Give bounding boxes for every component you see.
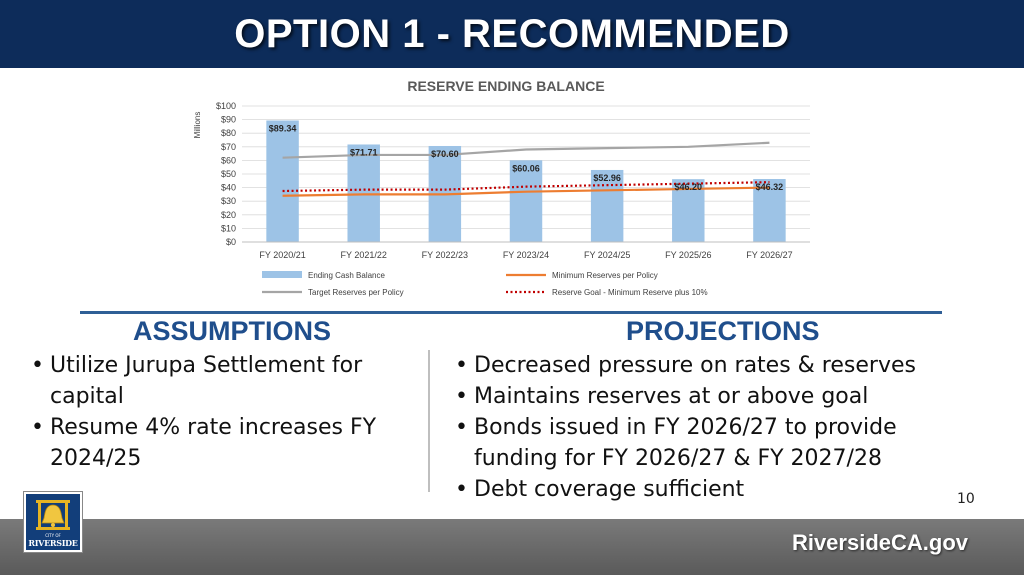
assumption-item: • Resume 4% rate increases FY 2024/25	[28, 412, 423, 474]
y-tick-label: $80	[220, 128, 236, 139]
data-label: $46.32	[755, 182, 784, 193]
y-tick-label: $50	[220, 169, 236, 179]
x-tick-label: FY 2024/25	[583, 250, 631, 260]
chart-title: RESERVE ENDING BALANCE	[407, 78, 605, 94]
y-tick-label: $90	[220, 114, 236, 125]
x-tick-label: FY 2023/24	[502, 250, 550, 260]
assumptions-list	[28, 350, 423, 474]
page-number: 10	[957, 491, 975, 507]
legend-label: Ending Cash Balance	[308, 271, 385, 280]
projections-list	[452, 350, 982, 505]
data-label: $89.34	[268, 123, 297, 134]
y-tick-label: $70	[220, 141, 236, 152]
y-tick-label: $20	[220, 209, 236, 220]
bar	[266, 120, 298, 242]
footer-url: RiversideCA.gov	[791, 530, 968, 555]
legend-label: Minimum Reserves per Policy	[552, 271, 658, 280]
projection-item: • Debt coverage sufficient	[452, 474, 982, 505]
slide-title: OPTION 1 - RECOMMENDED	[234, 11, 790, 56]
projection-item: • Bonds issued in FY 2026/27 to provide funding for FY 2026/27 & FY 2027/28	[452, 412, 982, 474]
x-tick-label: FY 2020/21	[259, 250, 306, 260]
y-tick-label: $0	[225, 237, 236, 247]
assumptions-heading: ASSUMPTIONS	[133, 316, 332, 346]
city-bell-logo-icon	[26, 494, 80, 534]
data-label: $70.60	[431, 148, 459, 159]
y-tick-label: $60	[220, 155, 236, 166]
x-tick-label: FY 2026/27	[746, 250, 793, 260]
legend-label: Target Reserves per Policy	[308, 288, 404, 297]
x-tick-label: FY 2021/22	[340, 250, 387, 260]
data-label: $46.20	[674, 182, 703, 193]
data-label: $52.96	[593, 172, 621, 183]
y-tick-label: $10	[220, 223, 236, 234]
y-tick-label: $40	[220, 182, 236, 193]
legend-swatch	[262, 271, 302, 278]
projection-item: • Decreased pressure on rates & reserves	[452, 350, 982, 381]
logo-small-text: CITY OF	[45, 533, 61, 538]
data-label: $71.71	[349, 147, 378, 158]
y-tick-label: $100	[215, 101, 236, 111]
projections-heading: PROJECTIONS	[626, 316, 820, 346]
reserve-chart	[180, 70, 840, 300]
bar	[347, 144, 379, 242]
legend-label: Reserve Goal - Minimum Reserve plus 10%	[552, 288, 708, 297]
chart-svg	[180, 70, 840, 300]
x-tick-label: FY 2022/23	[421, 250, 469, 260]
column-divider	[428, 350, 430, 492]
section-divider	[80, 311, 942, 314]
y-axis-label: Millions	[193, 111, 202, 139]
city-logo	[24, 492, 82, 552]
logo-text: RIVERSIDE	[28, 538, 78, 548]
y-tick-label: $30	[220, 196, 236, 207]
title-bar	[0, 0, 1024, 68]
data-label: $60.06	[512, 163, 540, 174]
x-tick-label: FY 2025/26	[665, 250, 712, 260]
projection-item: • Maintains reserves at or above goal	[452, 381, 982, 412]
assumption-item: • Utilize Jurupa Settlement for capital	[28, 350, 423, 412]
